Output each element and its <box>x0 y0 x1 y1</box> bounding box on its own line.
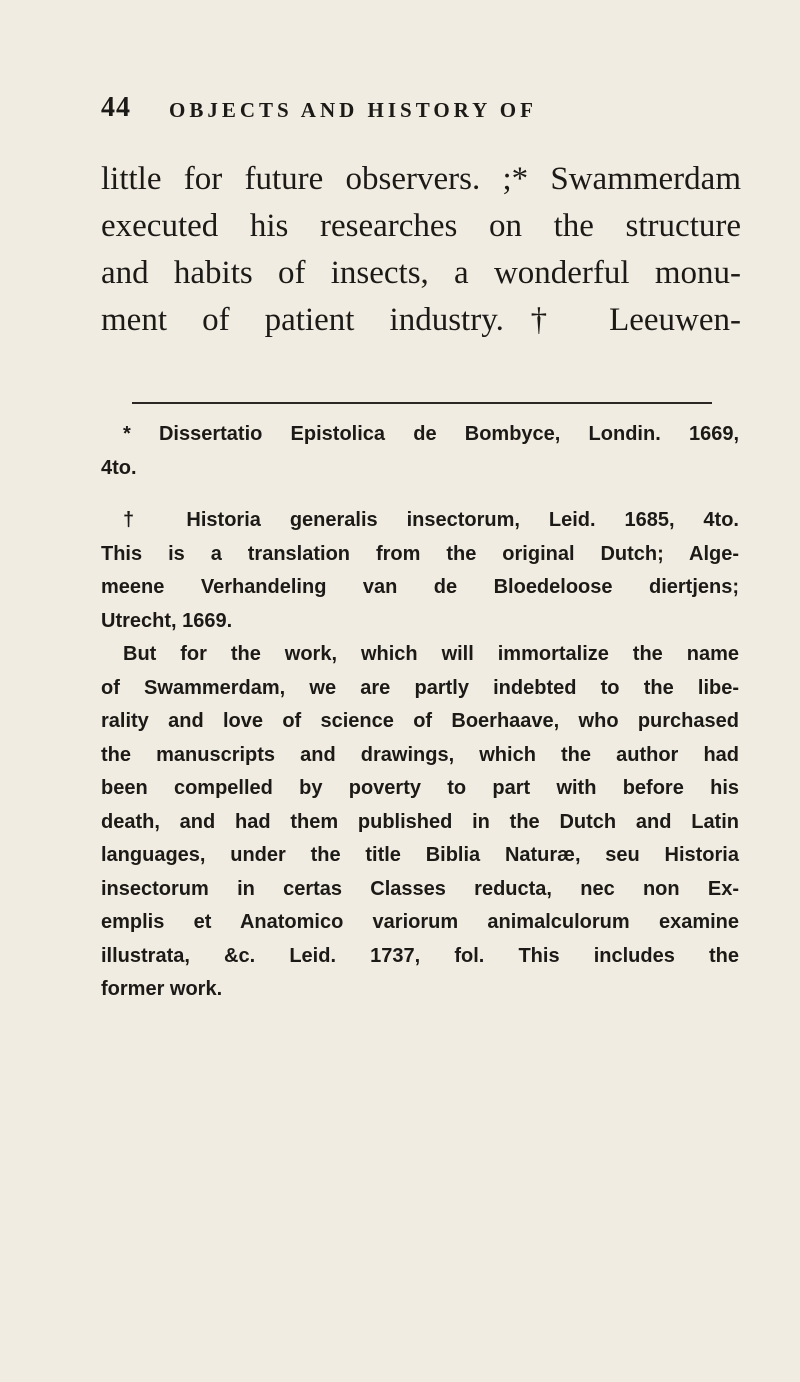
page-number: 44 <box>101 92 131 123</box>
footnote-line: emplis et Anatomico variorum animalculorum examine <box>101 911 739 933</box>
page-header <box>101 92 741 132</box>
footnote-line: Utrecht, 1669. <box>101 609 233 632</box>
body-line: and habits of insects, a wonderful monu- <box>101 255 741 291</box>
footnote-line: illustrata, &c. Leid. 1737, fol. This includes the <box>101 944 739 967</box>
footnote-divider <box>132 402 712 404</box>
body-line: executed his researches on the structure <box>101 208 741 244</box>
body-line: ment of patient industry.† Leeuwen- <box>101 302 741 338</box>
footnote-line: But for the work, which will immortalize the name <box>123 643 739 665</box>
footnote-line: insectorum in certas Classes reducta, nec non Ex- <box>101 877 739 900</box>
footnote-line: * Dissertatio Epistolica de Bombyce, Londin. 1669, <box>123 423 739 445</box>
footnote-line: former work. <box>101 978 223 1000</box>
footnote-line: meene Verhandeling van de Bloedeloose diertjens; <box>101 576 739 598</box>
footnote-line: languages, under the title Biblia Naturæ, seu Historia <box>101 844 739 866</box>
running-title: OBJECTS AND HISTORY OF <box>169 98 537 122</box>
footnote-line: of Swammerdam, we are partly indebted to the libe- <box>101 676 739 699</box>
footnote-line: rality and love of science of Boerhaave, who purchased <box>101 710 739 732</box>
footnote-line: been compelled by poverty to part with before his <box>101 777 739 799</box>
footnote-line: † Historia generalis insectorum, Leid. 1685, 4to. <box>123 509 739 531</box>
footnotes <box>101 418 739 1007</box>
footnote-line: death, and had them published in the Dutch and Latin <box>101 810 739 833</box>
body-line: little for future observers. ;* Swammerdam <box>101 161 741 197</box>
footnote-line: 4to. <box>101 456 137 479</box>
footnote-line: This is a translation from the original Dutch; Alge- <box>101 542 739 565</box>
footnote-line: the manuscripts and drawings, which the author had <box>101 743 739 766</box>
main-paragraph <box>101 156 741 344</box>
